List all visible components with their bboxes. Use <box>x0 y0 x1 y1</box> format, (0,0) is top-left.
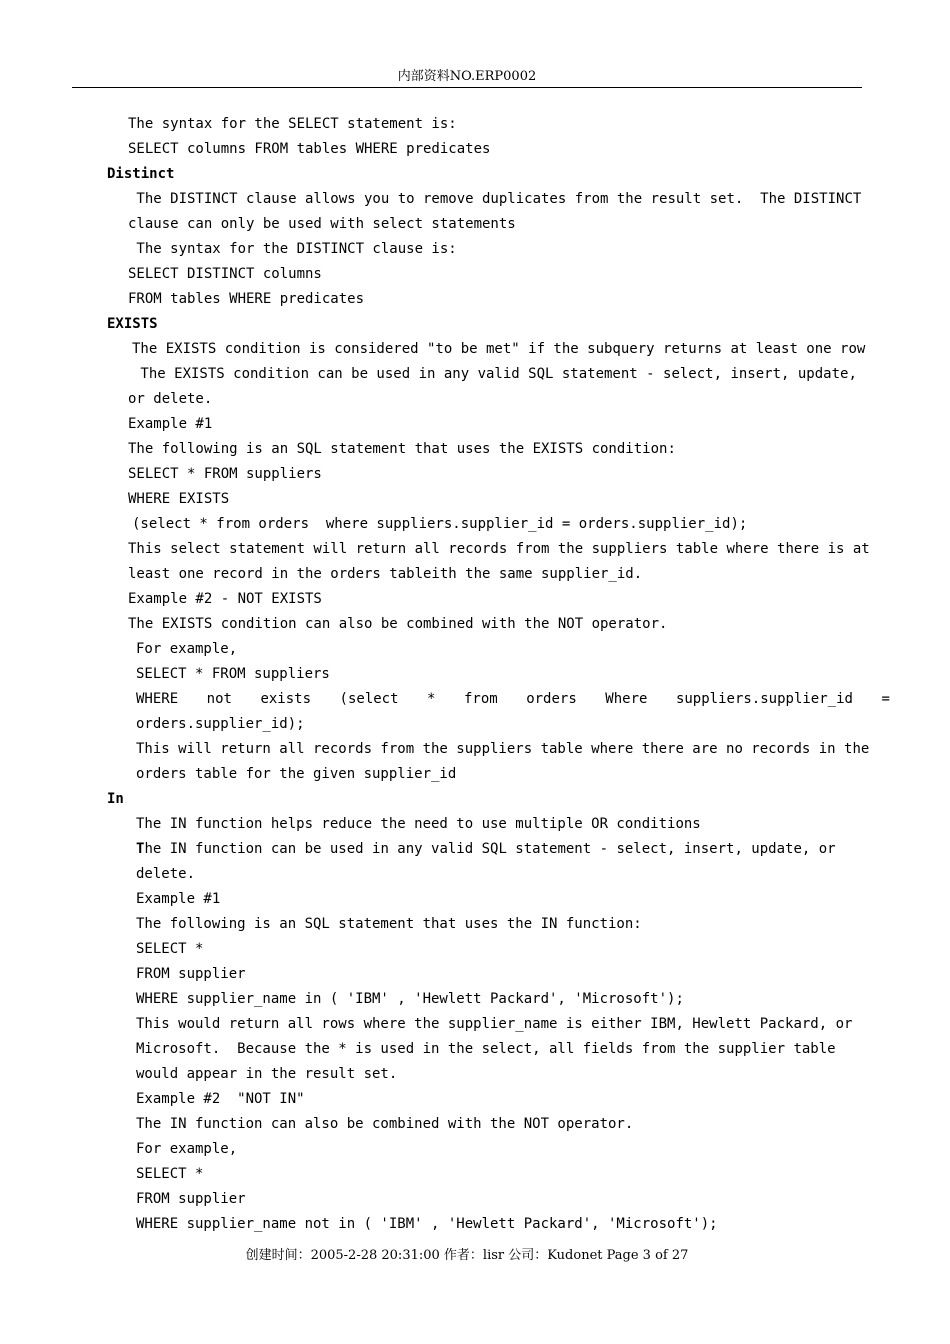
code-line: FROM supplier <box>136 1191 246 1207</box>
text-line: The EXISTS condition can also be combined with the NOT operator. <box>128 616 668 632</box>
text-line: delete. <box>136 866 196 882</box>
code-line: WHERE EXISTS <box>128 491 230 507</box>
text-line: The EXISTS condition can be used in any valid SQL statement - select, insert, update, <box>132 366 857 382</box>
header-divider <box>72 87 862 88</box>
code-word: WHERE <box>136 691 179 707</box>
code-word: * <box>427 691 436 707</box>
code-word: exists <box>260 691 312 707</box>
code-line: FROM tables WHERE predicates <box>128 291 365 307</box>
text-line: This will return all records from the suppliers table where there are no records in the <box>136 741 870 757</box>
text-line: The following is an SQL statement that uses the EXISTS condition: <box>128 441 676 457</box>
code-line: FROM supplier <box>136 966 246 982</box>
text-line: The IN function helps reduce the need to use multiple OR conditions <box>136 816 701 832</box>
code-line: SELECT * FROM suppliers <box>128 466 322 482</box>
text-line <box>0 837 950 862</box>
document-body <box>0 112 950 1237</box>
text-line: This would return all rows where the supplier_name is either IBM, Hewlett Packard, or <box>136 1016 853 1032</box>
text-line: Example #1 <box>128 416 213 432</box>
code-word: from <box>463 691 498 707</box>
justified-code-line <box>0 687 890 712</box>
text-line: The DISTINCT clause allows you to remove duplicates from the result set. The DISTINCT <box>128 191 862 207</box>
text-line: Example #2 "NOT IN" <box>136 1091 305 1107</box>
text-line: Example #2 - NOT EXISTS <box>128 591 322 607</box>
code-line: WHERE supplier_name not in ( 'IBM' , 'Hewlett Packard', 'Microsoft'); <box>136 1216 718 1232</box>
code-line: SELECT DISTINCT columns <box>128 266 322 282</box>
text-line: least one record in the orders tableith the same supplier_id. <box>128 566 643 582</box>
code-line: SELECT * <box>136 1166 204 1182</box>
code-line: SELECT * <box>136 941 204 957</box>
code-line: SELECT * FROM suppliers <box>136 666 330 682</box>
text-line: For example, <box>136 641 238 657</box>
code-word: = <box>881 691 890 707</box>
section-heading-distinct: Distinct <box>107 166 175 182</box>
page-footer: 创建时间：2005-2-28 20:31:00 作者：lisr 公司：Kudonet Page 3 of 27 <box>245 1248 689 1263</box>
page-header: 内部资料NO.ERP0002 <box>397 69 537 84</box>
code-line: orders.supplier_id); <box>136 716 305 732</box>
text-line: would appear in the result set. <box>136 1066 398 1082</box>
text-line: For example, <box>136 1141 238 1157</box>
bold-initial: T <box>136 841 145 857</box>
code-word: Where <box>605 691 648 707</box>
text-span: he IN function can be used in any valid SQL statement - select, insert, update, or <box>144 841 836 857</box>
code-line: (select * from orders where suppliers.supplier_id = orders.supplier_id); <box>132 516 748 532</box>
code-line: SELECT columns FROM tables WHERE predicates <box>128 141 491 157</box>
text-line: The following is an SQL statement that uses the IN function: <box>136 916 642 932</box>
text-line: The IN function can also be combined with the NOT operator. <box>136 1116 634 1132</box>
text-line: This select statement will return all records from the suppliers table where there is at <box>128 541 870 557</box>
text-line: The syntax for the DISTINCT clause is: <box>128 241 457 257</box>
text-line: Example #1 <box>136 891 221 907</box>
text-line: clause can only be used with select statements <box>128 216 516 232</box>
code-line: WHERE supplier_name in ( 'IBM' , 'Hewlett Packard', 'Microsoft'); <box>136 991 684 1007</box>
text-line: Microsoft. Because the * is used in the select, all fields from the supplier table <box>136 1041 836 1057</box>
section-heading-in: In <box>107 791 124 807</box>
code-word: orders <box>526 691 577 707</box>
code-word: suppliers.supplier_id <box>675 691 853 707</box>
text-line: or delete. <box>128 391 213 407</box>
section-heading-exists: EXISTS <box>107 316 158 332</box>
code-word: not <box>206 691 232 707</box>
code-word: (select <box>339 691 399 707</box>
text-line: The EXISTS condition is considered "to be met" if the subquery returns at least one row <box>132 341 866 357</box>
text-line: orders table for the given supplier_id <box>136 766 457 782</box>
text-line: The syntax for the SELECT statement is: <box>128 116 457 132</box>
